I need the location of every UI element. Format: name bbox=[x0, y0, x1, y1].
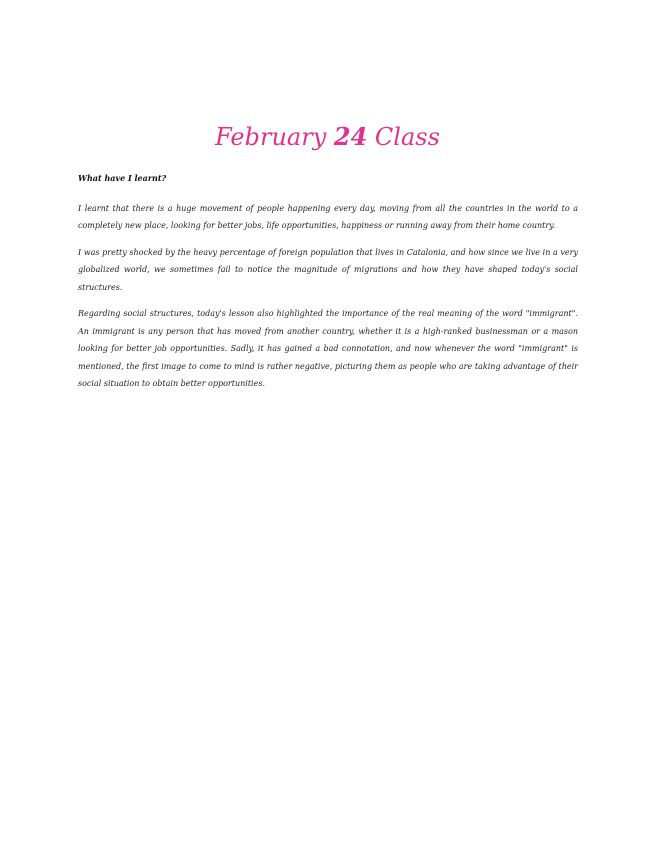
title-number: 24 bbox=[333, 122, 368, 151]
paragraph-2: I was pretty shocked by the heavy percentage of foreign population that lives in Catalonia, and how since we live in a very globalized world, we sometimes fail to notice the magnitude of migrations and how they have shaped today's social structures. bbox=[78, 247, 578, 292]
page-title bbox=[0, 120, 655, 154]
paragraph-1: I learnt that there is a huge movement of people happening every day, moving from all the countries in the world to a completely new place, looking for better jobs, life opportunities, happiness or running away from their home country. bbox=[78, 203, 578, 230]
title-prefix: February bbox=[215, 123, 334, 151]
document-body bbox=[78, 170, 578, 402]
paragraph-3: Regarding social structures, today's lesson also highlighted the importance of the real meaning of the word "immigrant". An immigrant is any person that has moved from another country, whether it is a high-ranked businessman or a mason looking for better job opportunities. Sadly, it has gained a bad connotation, and now whenever the word "immigrant" is mentioned, the first image to come to mind is rather negative, picturing them as people who are taking advantage of their social situation to obtain better opportunities. bbox=[78, 309, 578, 388]
section-heading: What have I learnt? bbox=[78, 173, 167, 183]
title-suffix: Class bbox=[367, 123, 440, 151]
